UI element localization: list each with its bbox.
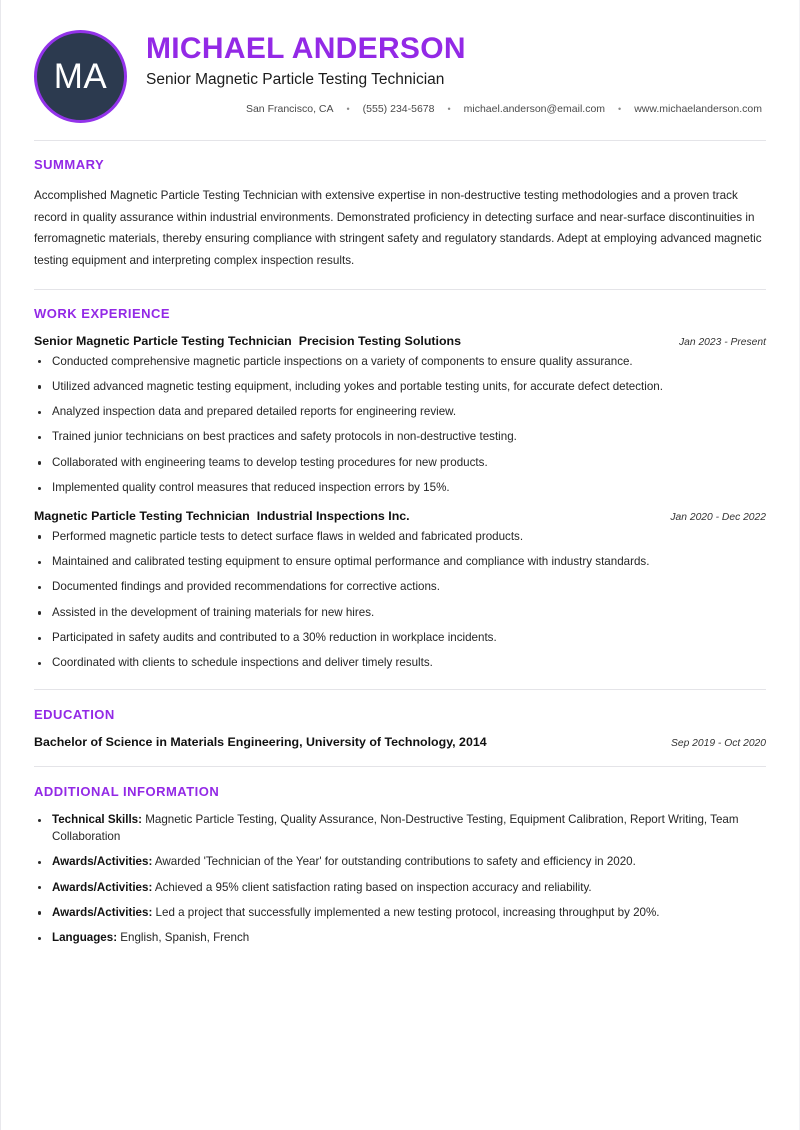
- summary-heading: SUMMARY: [34, 157, 105, 172]
- job-header: [34, 334, 766, 348]
- item-label: Technical Skills:: [52, 813, 142, 827]
- section-education: [34, 690, 766, 749]
- list-item: [34, 930, 766, 947]
- work-experience-entry: [34, 334, 766, 497]
- list-item: Performed magnetic particle tests to detect surface flaws in welded and fabricated products.: [34, 529, 766, 546]
- item-value: Led a project that successfully implemented a new testing protocol, increasing throughput by 20%.: [155, 905, 660, 919]
- list-item: Documented findings and provided recommendations for corrective actions.: [34, 579, 766, 596]
- section-work-experience: [34, 290, 766, 673]
- list-item: Trained junior technicians on best practices and safety protocols in non-destructive testing.: [34, 429, 766, 446]
- job-company: Precision Testing Solutions: [298, 333, 461, 348]
- list-item: Analyzed inspection data and prepared detailed reports for engineering review.: [34, 404, 766, 421]
- header-text-block: [127, 28, 766, 115]
- contact-location: San Francisco, CA: [245, 103, 334, 115]
- job-position: Magnetic Particle Testing Technician: [34, 508, 250, 523]
- item-value: English, Spanish, French: [120, 931, 250, 945]
- resume-header: [34, 0, 766, 123]
- job-position: Senior Magnetic Particle Testing Technician: [34, 333, 292, 348]
- contact-website[interactable]: www.michaelanderson.com: [634, 103, 762, 115]
- avatar-initials: MA: [53, 56, 108, 96]
- list-item: [34, 854, 766, 871]
- list-item: Assisted in the development of training materials for new hires.: [34, 605, 766, 622]
- list-item: Collaborated with engineering teams to develop testing procedures for new products.: [34, 455, 766, 472]
- item-value: Achieved a 95% client satisfaction rating based on inspection accuracy and reliability.: [154, 880, 592, 894]
- contact-line: [146, 103, 766, 115]
- header-job-title: Senior Magnetic Particle Testing Technician: [146, 71, 445, 88]
- item-label: Awards/Activities:: [52, 855, 153, 869]
- education-heading: EDUCATION: [34, 707, 115, 723]
- contact-separator-icon: •: [618, 104, 622, 114]
- avatar: [34, 30, 127, 123]
- section-additional-information: [34, 767, 766, 947]
- additional-information-heading: ADDITIONAL INFORMATION: [34, 784, 220, 800]
- work-experience-heading: WORK EXPERIENCE: [34, 305, 171, 321]
- item-label: Awards/Activities:: [52, 905, 153, 919]
- page-title: MICHAEL ANDERSON: [146, 32, 466, 65]
- education-dates: Sep 2019 - Oct 2020: [670, 738, 766, 750]
- job-dates: Jan 2023 - Present: [678, 336, 766, 348]
- list-item: Implemented quality control measures that reduced inspection errors by 15%.: [34, 480, 766, 497]
- item-value: Magnetic Particle Testing, Quality Assurance, Non-Destructive Testing, Equipment Calibration, Report Writing, Team Collaboration: [52, 813, 739, 843]
- job-title-company: [34, 334, 461, 348]
- work-experience-entry: [34, 509, 766, 672]
- list-item: [34, 905, 766, 922]
- list-item: Utilized advanced magnetic testing equipment, including yokes and portable testing units, for accurate defect detection.: [34, 379, 766, 396]
- list-item: Participated in safety audits and contributed to a 30% reduction in workplace incidents.: [34, 630, 766, 647]
- additional-information-list: [34, 812, 766, 947]
- job-header: [34, 509, 766, 523]
- list-item: [34, 880, 766, 897]
- job-bullet-list: [34, 354, 766, 497]
- contact-phone[interactable]: (555) 234-5678: [362, 103, 435, 115]
- section-summary: [34, 141, 766, 272]
- list-item: [34, 812, 766, 846]
- education-degree: Bachelor of Science in Materials Engineering, University of Technology, 2014: [34, 735, 487, 750]
- item-label: Languages:: [52, 931, 118, 945]
- contact-email[interactable]: michael.anderson@email.com: [463, 103, 606, 115]
- item-value: Awarded 'Technician of the Year' for outstanding contributions to safety and efficiency in 2020.: [154, 855, 636, 869]
- list-item: Coordinated with clients to schedule inspections and deliver timely results.: [34, 655, 766, 672]
- item-label: Awards/Activities:: [52, 880, 153, 894]
- education-entry: [34, 735, 766, 749]
- list-item: Conducted comprehensive magnetic particle inspections on a variety of components to ensure quality assurance.: [34, 354, 766, 371]
- list-item: Maintained and calibrated testing equipment to ensure optimal performance and compliance with industry standards.: [34, 554, 766, 571]
- contact-separator-icon: •: [447, 104, 451, 114]
- job-dates: Jan 2020 - Dec 2022: [670, 511, 766, 523]
- contact-separator-icon: •: [346, 104, 350, 114]
- job-company: Industrial Inspections Inc.: [256, 508, 410, 523]
- job-title-company: [34, 509, 410, 523]
- summary-text: Accomplished Magnetic Particle Testing Technician with extensive expertise in non-destructive testing methodologies and a proven track record in quality assurance within industrial environments. Demonstrated proficiency in detecting surface and near-surface discontinuities in ferromagnetic materials, thereby ensuring compliance with stringent safety and regulatory standards. Adept at employing advanced magnetic testing equipment and interpreting complex inspection results.: [34, 189, 762, 267]
- job-bullet-list: [34, 529, 766, 672]
